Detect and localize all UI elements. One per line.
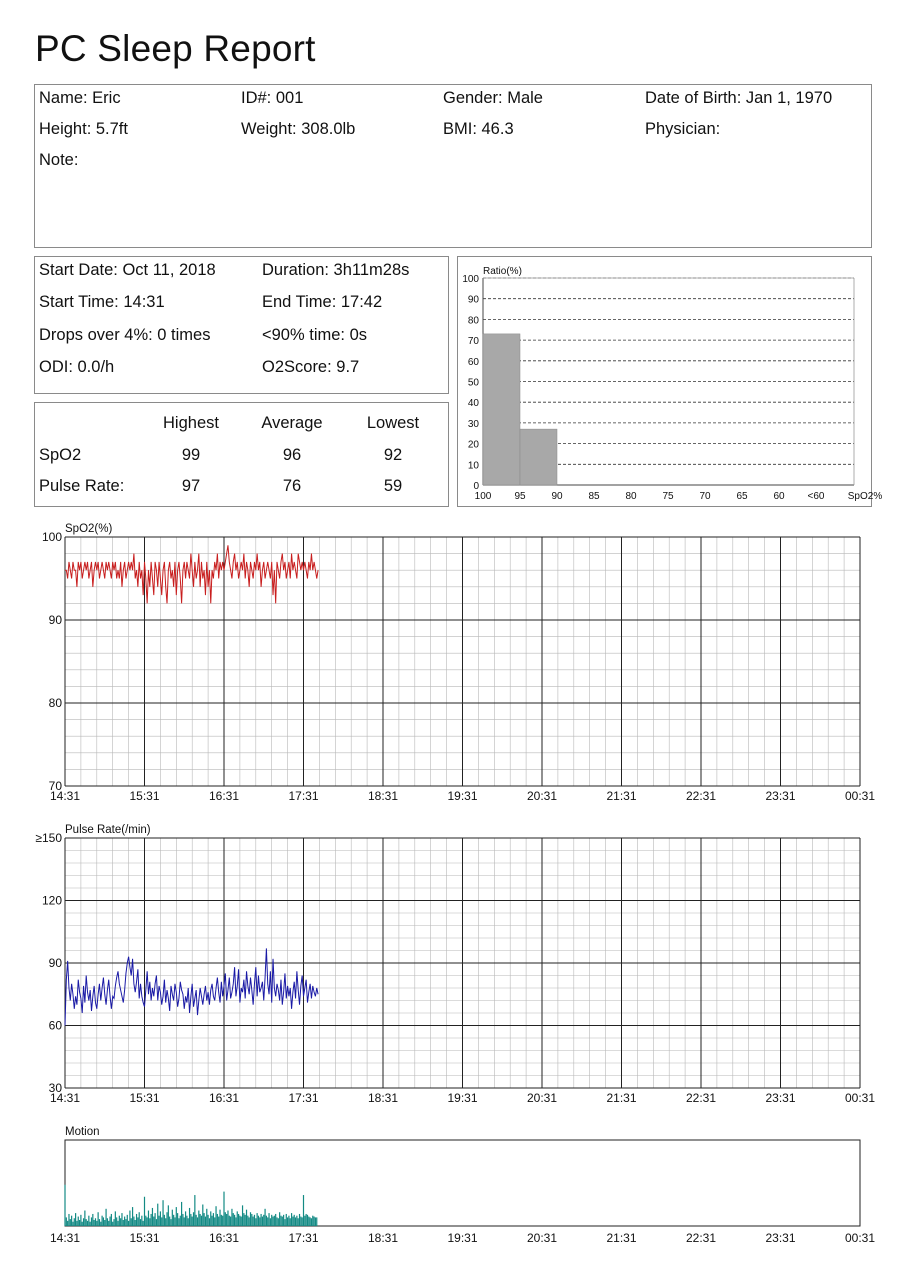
histogram-box: [457, 256, 872, 507]
histogram-y-tick: 60: [467, 356, 479, 368]
stats-cell: 76: [282, 477, 302, 495]
pulse-x-tick: 16:31: [208, 1091, 240, 1105]
patient-bmi: BMI: 46.3: [443, 120, 514, 138]
histogram-title: Ratio(%): [483, 266, 522, 277]
motion-x-tick: 20:31: [526, 1231, 558, 1245]
spo2-x-tick: 20:31: [526, 789, 558, 803]
motion-title: Motion: [65, 1126, 100, 1138]
spo2-y-tick: 100: [41, 530, 62, 544]
stats-row-label: SpO2: [39, 446, 82, 464]
pulse-x-tick: 00:31: [844, 1091, 876, 1105]
pulse-x-tick: 22:31: [685, 1091, 717, 1105]
pulse-x-tick: 15:31: [129, 1091, 160, 1105]
histogram-x-tick: 65: [736, 491, 748, 502]
histogram-y-tick: 40: [467, 398, 479, 410]
spo2-series-line: [65, 545, 318, 603]
start-time: Start Time: 14:31: [39, 293, 165, 311]
stats-cell: 92: [383, 446, 403, 464]
motion-x-tick: 19:31: [447, 1231, 478, 1245]
histogram-x-tick: 80: [625, 491, 637, 502]
spo2-x-tick: 15:31: [129, 789, 160, 803]
patient-name: Name: Eric: [39, 89, 121, 107]
start-date: Start Date: Oct 11, 2018: [39, 261, 216, 279]
motion-x-tick: 14:31: [49, 1231, 81, 1245]
pulse-y-tick: ≥150: [35, 831, 62, 845]
motion-x-tick: 16:31: [208, 1231, 240, 1245]
histogram-x-tick: 60: [773, 491, 785, 502]
patient-physician: Physician:: [645, 120, 721, 138]
stats-cell: 96: [282, 446, 302, 464]
histogram-y-tick: 20: [467, 439, 479, 451]
histogram-y-tick: 80: [467, 315, 479, 327]
histogram-x-tick: 70: [699, 491, 711, 502]
histogram-x-tick: 90: [551, 491, 563, 502]
histogram-x-tick: 95: [514, 491, 526, 502]
patient-gender: Gender: Male: [443, 89, 543, 107]
motion-x-tick: 00:31: [844, 1231, 876, 1245]
stats-header-lowest: Lowest: [366, 414, 420, 432]
spo2-x-tick: 22:31: [685, 789, 717, 803]
histogram-y-tick: 50: [467, 377, 479, 389]
spo2-x-tick: 21:31: [606, 789, 637, 803]
histogram-y-tick: 100: [462, 274, 479, 285]
stats-cell: 99: [181, 446, 201, 464]
histogram-x-label: SpO2%: [847, 491, 883, 502]
pulse-y-tick: 60: [48, 1018, 62, 1033]
patient-weight: Weight: 308.0lb: [241, 120, 356, 138]
histogram-x-tick: 100: [474, 491, 492, 502]
spo2-title: SpO2(%): [65, 523, 113, 535]
motion-x-tick: 18:31: [367, 1231, 399, 1245]
spo2-x-tick: 18:31: [367, 789, 399, 803]
patient-note: Note:: [39, 151, 79, 169]
spo2-y-tick: 90: [48, 613, 62, 627]
histogram-y-tick: 70: [467, 336, 479, 348]
pulse-title: Pulse Rate(/min): [65, 824, 151, 836]
histogram-y-tick: 10: [467, 460, 479, 472]
stats-cell: 59: [383, 477, 403, 495]
pulse-x-tick: 19:31: [447, 1091, 478, 1105]
stats-cell: 97: [181, 477, 201, 495]
stats-header-highest: Highest: [163, 414, 219, 432]
o2score: O2Score: 9.7: [262, 358, 360, 376]
motion-x-tick: 17:31: [288, 1231, 319, 1245]
histogram-x-tick: 85: [588, 491, 600, 502]
histogram-x-tick: <60: [807, 491, 825, 502]
patient-dob: Date of Birth: Jan 1, 1970: [645, 89, 833, 107]
histogram-y-tick: 90: [467, 294, 479, 306]
odi: ODI: 0.0/h: [39, 358, 115, 376]
spo2-y-tick: 80: [48, 696, 62, 710]
spo2-x-tick: 17:31: [288, 789, 319, 803]
pulse-x-tick: 21:31: [606, 1091, 637, 1105]
histogram-y-tick: 0: [473, 481, 479, 492]
motion-x-tick: 15:31: [129, 1231, 160, 1245]
spo2-x-tick: 19:31: [447, 789, 478, 803]
spo2-x-tick: 16:31: [208, 789, 240, 803]
duration: Duration: 3h11m28s: [262, 261, 410, 279]
pulse-x-tick: 18:31: [367, 1091, 399, 1105]
histogram-y-tick: 30: [467, 418, 479, 430]
pulse-x-tick: 20:31: [526, 1091, 558, 1105]
stats-header-average: Average: [261, 414, 323, 432]
motion-frame: [65, 1140, 860, 1226]
stats-row-label: Pulse Rate:: [39, 477, 125, 495]
patient-height: Height: 5.7ft: [39, 120, 128, 138]
under-90-time: <90% time: 0s: [262, 326, 368, 344]
histogram-x-tick: 75: [662, 491, 674, 502]
pulse-y-tick: 90: [48, 956, 62, 970]
motion-x-tick: 23:31: [765, 1231, 796, 1245]
patient-id: ID#: 001: [241, 89, 304, 107]
motion-x-tick: 22:31: [685, 1231, 717, 1245]
pulse-x-tick: 17:31: [288, 1091, 319, 1105]
patient-info-box: [34, 84, 872, 248]
drops-over-4: Drops over 4%: 0 times: [39, 326, 211, 344]
pulse-x-tick: 14:31: [49, 1091, 81, 1105]
spo2-x-tick: 14:31: [49, 789, 81, 803]
pulse-y-tick: 120: [41, 893, 62, 908]
report-title: PC Sleep Report: [35, 28, 316, 69]
spo2-x-tick: 00:31: [844, 789, 876, 803]
pulse-x-tick: 23:31: [765, 1091, 796, 1105]
pulse-series-line: [65, 948, 318, 1025]
spo2-y-tick: 70: [48, 779, 62, 793]
spo2-x-tick: 23:31: [765, 789, 796, 803]
pulse-y-tick: 30: [48, 1081, 62, 1095]
end-time: End Time: 17:42: [262, 293, 383, 311]
motion-x-tick: 21:31: [606, 1231, 637, 1245]
